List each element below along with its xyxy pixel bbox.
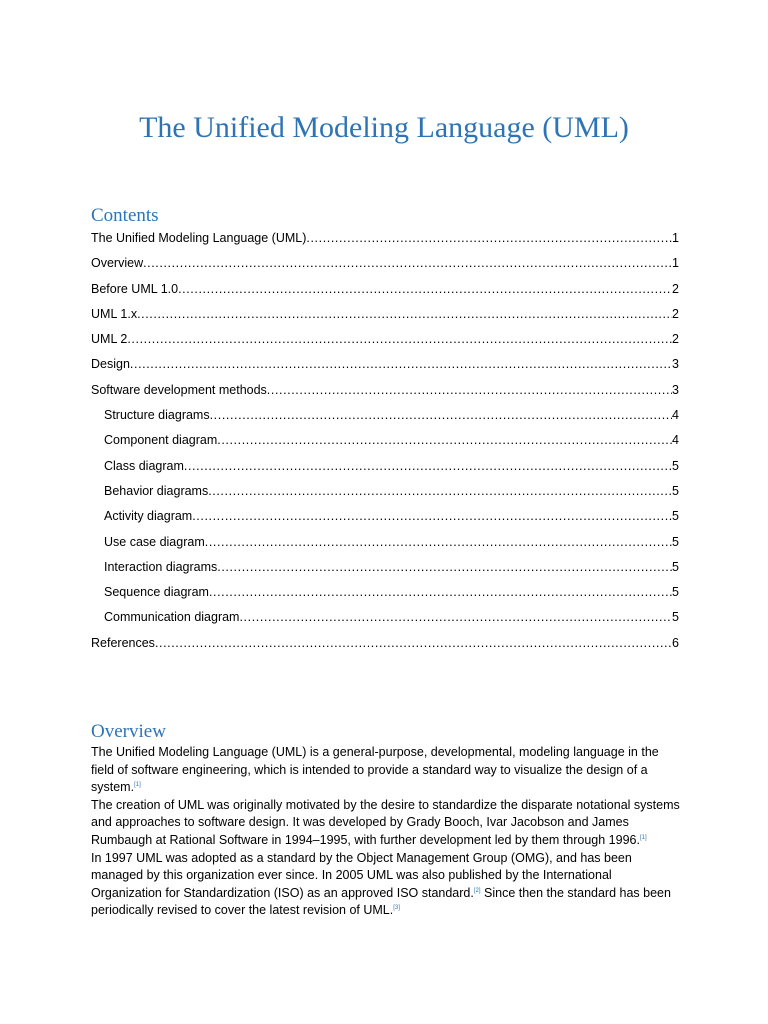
toc-entry-page: 1 [672, 231, 679, 245]
toc-leader [205, 530, 672, 555]
paragraph-text: Since then the standard has been periodically revised to cover the latest revision of UML. [91, 885, 671, 918]
toc-entry[interactable] [91, 378, 679, 403]
toc-entry-text: Software development methods [91, 382, 267, 397]
toc-entry-page: 5 [672, 458, 679, 473]
toc-entry-text: Activity diagram [104, 509, 193, 524]
toc-entry-text: Structure diagrams [104, 408, 210, 423]
toc-entry[interactable] [91, 352, 679, 377]
toc-leader [210, 403, 672, 428]
toc-entry[interactable] [91, 428, 679, 453]
toc-entry-text: References [91, 635, 155, 650]
toc-entry-page: 6 [672, 635, 679, 650]
toc-entry-page: 5 [672, 534, 679, 549]
toc-entry-text: Behavior diagrams [104, 483, 209, 498]
toc-leader [192, 504, 672, 529]
toc-entry[interactable] [91, 555, 679, 580]
overview-paragraph [91, 744, 681, 797]
citation-link[interactable]: [2] [473, 887, 481, 894]
overview-paragraph [91, 797, 681, 850]
contents-heading: Contents [91, 205, 159, 226]
toc-leader [130, 352, 672, 377]
toc-entry-page: 1 [672, 256, 679, 271]
toc-entry-page: 5 [672, 559, 679, 574]
toc-entry[interactable] [91, 530, 679, 555]
toc-entry-page: 2 [672, 332, 679, 347]
toc-entry[interactable] [91, 504, 679, 529]
toc-leader [137, 302, 672, 327]
toc-entry-page: 3 [672, 357, 679, 372]
toc-leader [217, 428, 672, 453]
toc-entry-page: 5 [672, 509, 679, 524]
toc-leader [178, 277, 672, 302]
toc-leader [239, 605, 672, 630]
toc-entry-text: Use case diagram [104, 534, 205, 549]
toc-leader [209, 580, 672, 605]
toc-leader [155, 631, 672, 656]
toc-entry[interactable] [91, 479, 679, 504]
table-of-contents [91, 226, 679, 656]
paragraph-text: In 1997 UML was adopted as a standard by the Object Management Group (OMG), and has been managed by this organization ever since. In 2005 UML was also published by the International Organization for Standardization (ISO) as an approved ISO standard. [91, 850, 632, 900]
citation-link[interactable]: [1] [639, 834, 647, 841]
toc-entry-page: 5 [672, 585, 679, 600]
toc-entry[interactable] [91, 302, 679, 327]
toc-entry[interactable] [91, 454, 679, 479]
paragraph-text: The creation of UML was originally motivated by the desire to standardize the disparate notational systems and approaches to software design. It was developed by Grady Booch, Ivar Jacobson and James Rumbaugh at Rational Software in 1994–1995, with further development led by them through 1996. [91, 797, 680, 847]
toc-leader [267, 378, 672, 403]
toc-entry-text: Design [91, 357, 130, 372]
toc-entry-text: Before UML 1.0 [91, 281, 179, 296]
toc-entry-page: 2 [672, 306, 679, 321]
overview-heading: Overview [91, 721, 166, 742]
toc-entry-page: 4 [672, 408, 679, 423]
toc-leader [143, 251, 672, 276]
toc-leader [127, 327, 672, 352]
toc-entry-text: UML 1.x [91, 306, 138, 321]
toc-entry[interactable] [91, 251, 679, 276]
toc-entry-text: Interaction diagrams [104, 559, 218, 574]
toc-entry-text: UML 2 [91, 332, 128, 347]
citation-link[interactable]: [1] [134, 782, 141, 789]
toc-leader [306, 226, 672, 251]
toc-entry-text: Class diagram [104, 458, 184, 473]
toc-entry[interactable] [91, 580, 679, 605]
overview-paragraph [91, 850, 681, 920]
toc-entry-page: 4 [672, 433, 679, 448]
toc-entry-text: Sequence diagram [104, 585, 209, 600]
overview-body [91, 744, 681, 920]
document-title: The Unified Modeling Language (UML) [139, 111, 629, 144]
toc-leader [217, 555, 672, 580]
toc-entry-page: 3 [672, 382, 679, 397]
toc-entry[interactable] [91, 605, 679, 630]
toc-entry-text: The Unified Modeling Language (UML) [91, 231, 307, 245]
toc-entry[interactable] [91, 327, 679, 352]
toc-entry-page: 2 [672, 281, 679, 296]
toc-entry-text: Component diagram [104, 433, 218, 448]
toc-leader [184, 454, 672, 479]
toc-entry[interactable] [91, 277, 679, 302]
toc-entry-page: 5 [672, 610, 679, 625]
citation-link[interactable]: [3] [393, 905, 400, 912]
toc-leader [208, 479, 672, 504]
toc-entry[interactable] [91, 403, 679, 428]
toc-entry-text: Overview [91, 256, 144, 271]
toc-entry[interactable] [91, 631, 679, 656]
toc-entry-text: Communication diagram [104, 610, 240, 625]
paragraph-text: The Unified Modeling Language (UML) is a general-purpose, developmental, modeling language in the field of software engineering, which is intended to provide a standard way to visualize the design of a system. [91, 745, 659, 795]
toc-entry-page: 5 [672, 483, 679, 498]
toc-entry[interactable] [91, 226, 679, 251]
